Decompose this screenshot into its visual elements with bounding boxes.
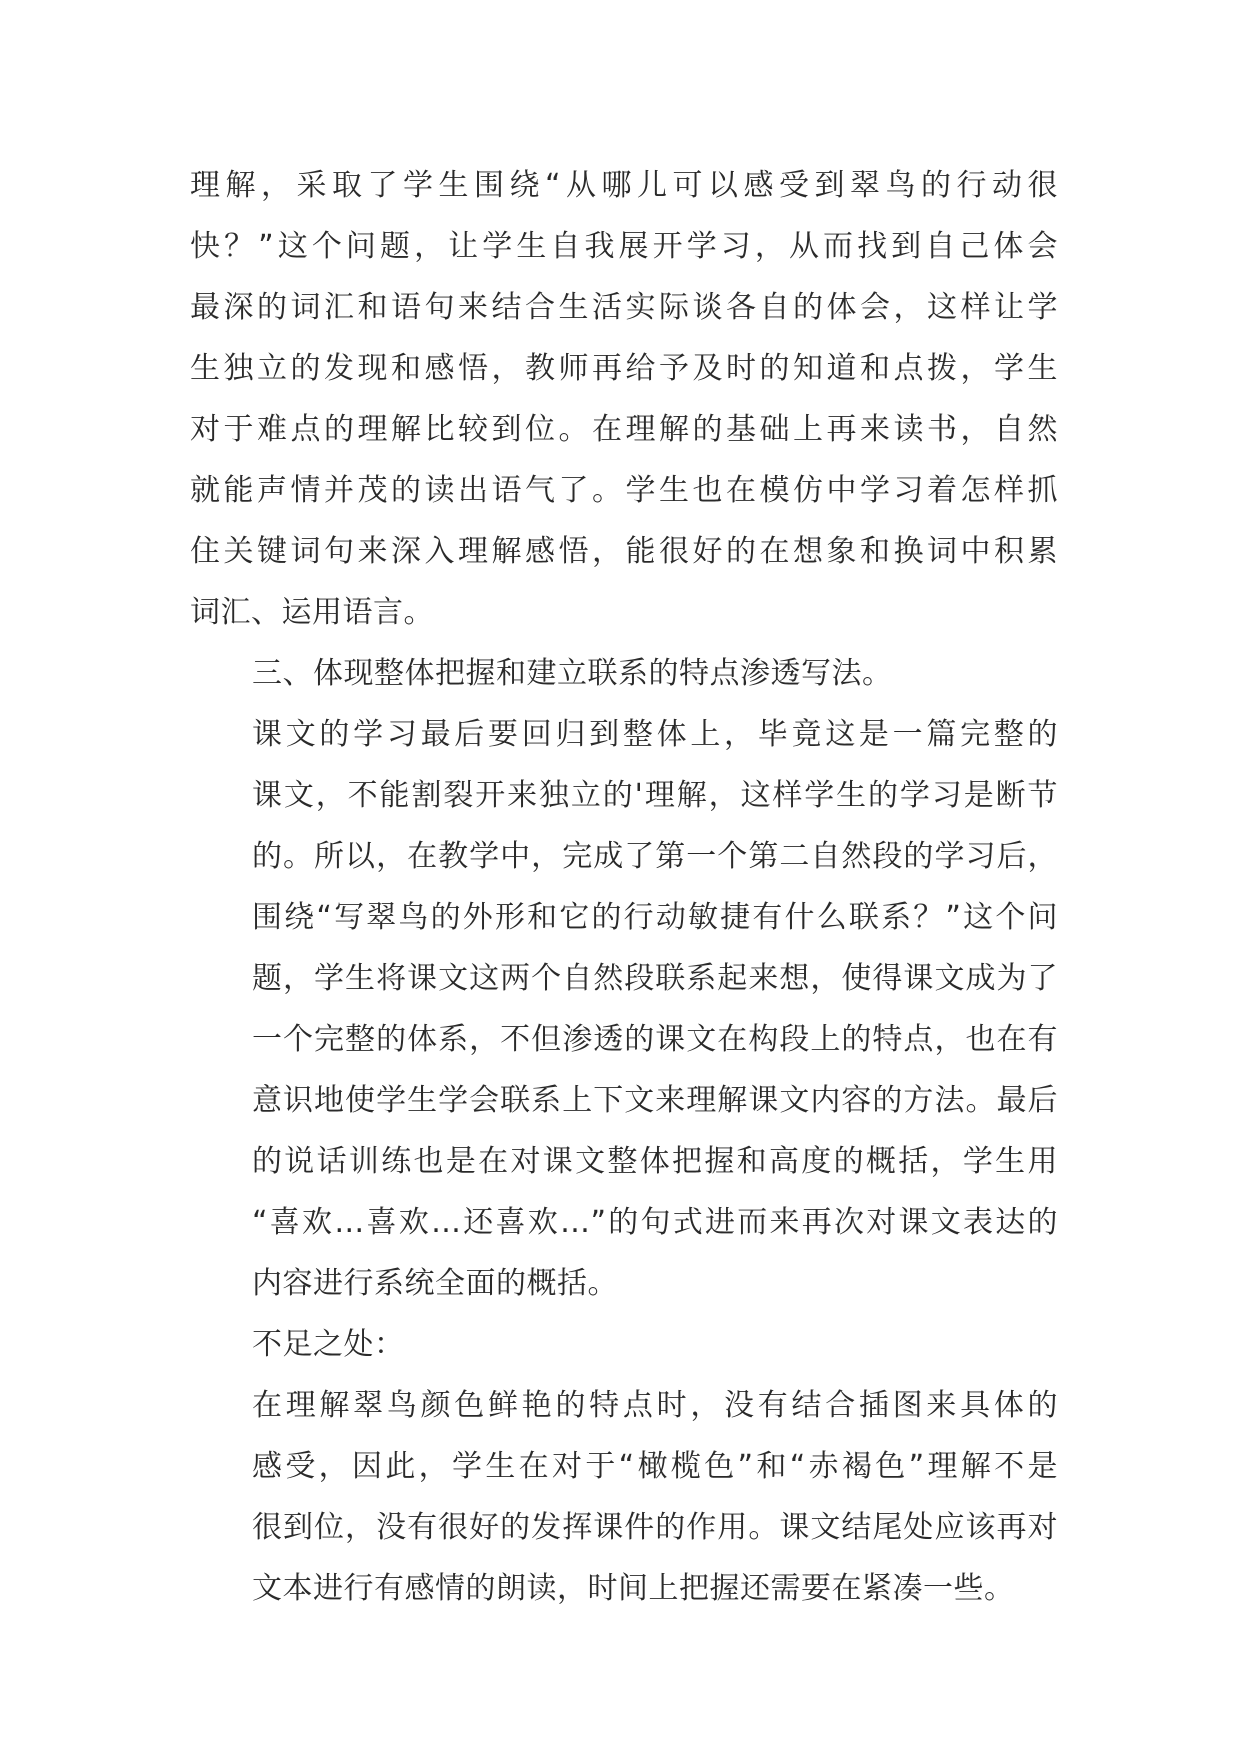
- text-line: 文本进行有感情的朗读，时间上把握还需要在紧凑一些。: [252, 1571, 1015, 1606]
- text-line: 生独立的发现和感悟，教师再给予及时的知道和点拨，学生: [190, 351, 1058, 386]
- text-line: 就能声情并茂的读出语气了。学生也在模仿中学习着怎样抓: [190, 473, 1058, 508]
- text-line: 的。所以，在教学中，完成了第一个第二自然段的学习后，: [252, 839, 1058, 874]
- text-line: 围绕“写翠鸟的外形和它的行动敏捷有什么联系？”这个问: [252, 900, 1058, 935]
- text-line: 理解，采取了学生围绕“从哪儿可以感受到翠鸟的行动很: [190, 168, 1058, 203]
- text-line: 感受，因此，学生在对于“橄榄色”和“赤褐色”理解不是: [252, 1449, 1058, 1484]
- text-line: 的说话训练也是在对课文整体把握和高度的概括，学生用: [252, 1144, 1058, 1179]
- text-line: “喜欢…喜欢…还喜欢…”的句式进而来再次对课文表达的: [252, 1205, 1058, 1240]
- document-body: [190, 155, 1058, 1619]
- text-line: 意识地使学生学会联系上下文来理解课文内容的方法。最后: [252, 1083, 1058, 1118]
- text-line: 不足之处：: [252, 1327, 405, 1362]
- text-line: 三、体现整体把握和建立联系的特点渗透写法。: [252, 656, 893, 691]
- paragraph-p2: [190, 643, 1058, 704]
- paragraph-p5: [190, 1375, 1058, 1619]
- text-line: 课文的学习最后要回归到整体上，毕竟这是一篇完整的: [252, 717, 1058, 752]
- text-line: 在理解翠鸟颜色鲜艳的特点时，没有结合插图来具体的: [252, 1388, 1058, 1423]
- text-line: 快？”这个问题，让学生自我展开学习，从而找到自己体会: [190, 229, 1058, 264]
- text-line: 住关键词句来深入理解感悟，能很好的在想象和换词中积累: [190, 534, 1058, 569]
- text-line: 很到位，没有很好的发挥课件的作用。课文结尾处应该再对: [252, 1510, 1058, 1545]
- paragraph-p4: [190, 1314, 1058, 1375]
- paragraph-p3: [190, 704, 1058, 1314]
- text-line: 题，学生将课文这两个自然段联系起来想，使得课文成为了: [252, 961, 1058, 996]
- text-line: 词汇、运用语言。: [190, 595, 434, 630]
- text-line: 内容进行系统全面的概括。: [252, 1266, 618, 1301]
- text-line: 一个完整的体系，不但渗透的课文在构段上的特点，也在有: [252, 1022, 1058, 1057]
- text-line: 对于难点的理解比较到位。在理解的基础上再来读书，自然: [190, 412, 1058, 447]
- paragraph-p1: [190, 155, 1058, 643]
- text-line: 课文，不能割裂开来独立的'理解，这样学生的学习是断节: [252, 778, 1058, 813]
- text-line: 最深的词汇和语句来结合生活实际谈各自的体会，这样让学: [190, 290, 1058, 325]
